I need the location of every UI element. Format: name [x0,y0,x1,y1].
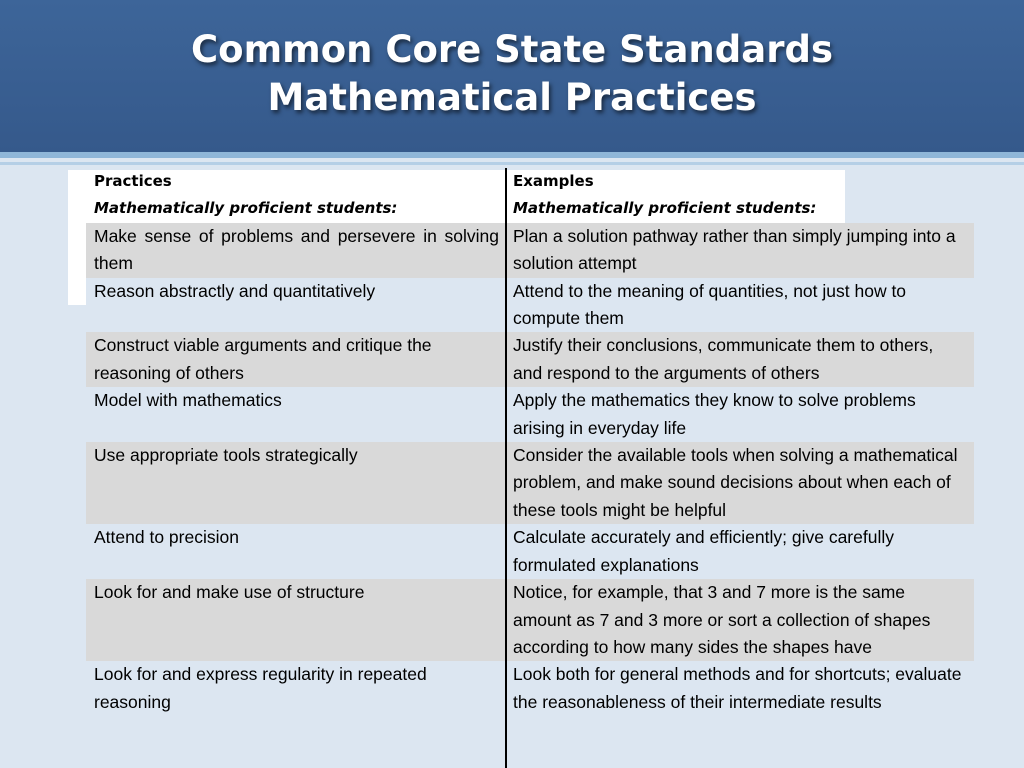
table-row [86,524,974,579]
practice-cell: Construct viable arguments and critique the reasoning of others [94,335,432,383]
practice-cell: Use appropriate tools strategically [94,445,358,466]
example-cell: Look both for general methods and for shortcuts; evaluate the reasonableness of their intermediate results [513,664,962,712]
column-divider [505,168,507,768]
table-row [86,442,974,524]
table-row [86,387,974,442]
practices-table [86,168,974,716]
example-cell: Calculate accurately and efficiently; give carefully formulated explanations [513,527,894,575]
column-header-label: Practices [94,172,172,190]
slide-title [0,26,1024,122]
practice-cell: Make sense of problems and persevere in solving them [94,225,499,274]
practice-cell: Look for and express regularity in repeated reasoning [94,664,427,712]
example-cell: Apply the mathematics they know to solve problems arising in everyday life [513,390,916,438]
slide-title-line-2: Mathematical Practices [267,76,757,119]
table-row [86,661,974,716]
practice-cell: Attend to precision [94,527,239,548]
example-cell: Plan a solution pathway rather than simply jumping into a solution attempt [513,225,956,274]
example-cell: Justify their conclusions, communicate them to others, and respond to the arguments of others [513,335,934,383]
practice-cell: Model with mathematics [94,390,282,411]
slide-title-line-1: Common Core State Standards [191,28,833,71]
table-row [86,223,974,278]
banner-stripe-thin [0,162,1024,165]
column-header-subtitle: Mathematically proficient students: [94,199,398,218]
example-cell: Consider the available tools when solving a mathematical problem, and make sound decisions about when each of these tools might be helpful [513,445,958,520]
practice-cell: Look for and make use of structure [94,582,365,603]
example-cell: Attend to the meaning of quantities, not just how to compute them [513,280,907,329]
column-header-practices [86,168,506,223]
title-banner [0,0,1024,152]
table-row [86,332,974,387]
column-header-subtitle: Mathematically proficient students: [513,199,817,218]
table-header-row [86,168,974,223]
example-cell: Notice, for example, that 3 and 7 more is the same amount as 7 and 3 more or sort a collection of shapes according to how many sides the shapes have [513,582,931,657]
column-header-label: Examples [513,172,594,190]
column-header-examples [506,168,974,223]
table-row [86,278,974,333]
table-row [86,579,974,661]
practice-cell: Reason abstractly and quantitatively [94,280,376,301]
